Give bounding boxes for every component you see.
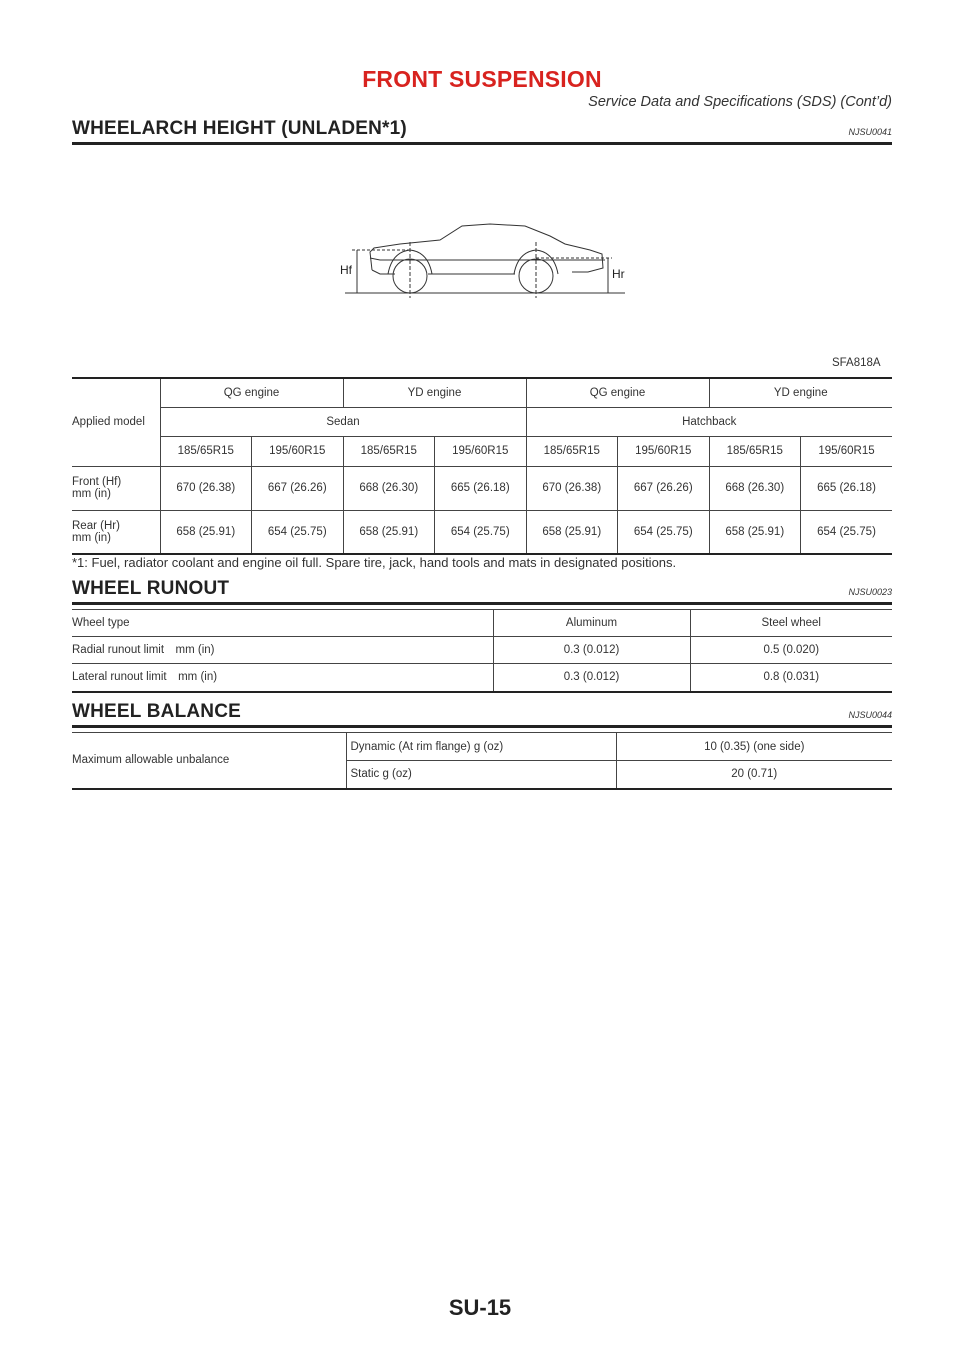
rear-height-label: Rear (Hr) mm (in) [72, 510, 160, 554]
front-height-cell: 667 (26.26) [252, 466, 344, 510]
table-row [72, 378, 892, 407]
runout-label: Wheel type [72, 610, 493, 637]
rear-height-cell: 658 (25.91) [160, 510, 252, 554]
tire-cell: 185/65R15 [343, 436, 435, 466]
body-cell: Hatchback [526, 407, 892, 436]
table-row [72, 610, 892, 637]
dynamic-label: Dynamic (At rim flange) g (oz) [346, 733, 616, 761]
table-row [72, 664, 892, 692]
static-value: 20 (0.71) [616, 761, 892, 789]
table-row [72, 466, 892, 510]
engine-cell: YD engine [343, 378, 526, 407]
section-balance-title: WHEEL BALANCE [72, 701, 242, 722]
tire-cell: 195/60R15 [252, 436, 344, 466]
page-header [72, 66, 892, 110]
rear-height-cell: 658 (25.91) [343, 510, 435, 554]
runout-label: Radial runout limit mm (in) [72, 637, 493, 664]
tire-cell: 185/65R15 [709, 436, 801, 466]
static-label: Static g (oz) [346, 761, 616, 789]
section-wheelarch-title: WHEELARCH HEIGHT (UNLADEN*1) [72, 118, 407, 139]
front-height-label: Front (Hf) mm (in) [72, 466, 160, 510]
runout-cell: 0.3 (0.012) [493, 637, 690, 664]
wheelarch-height-diagram [340, 222, 630, 300]
tire-cell: 195/60R15 [435, 436, 527, 466]
section-balance-header [72, 701, 892, 728]
rear-height-cell: 654 (25.75) [801, 510, 893, 554]
rear-height-cell: 658 (25.91) [709, 510, 801, 554]
front-height-cell: 670 (26.38) [160, 466, 252, 510]
hf-label: Hf [340, 263, 352, 277]
front-height-cell: 668 (26.30) [709, 466, 801, 510]
section-wheelarch-code: NJSU0041 [848, 127, 892, 137]
table-row [72, 436, 892, 466]
engine-cell: QG engine [526, 378, 709, 407]
front-height-cell: 667 (26.26) [618, 466, 710, 510]
car-body-outline [370, 224, 603, 272]
table-row [72, 637, 892, 664]
runout-cell: 0.5 (0.020) [690, 637, 892, 664]
runout-cell: Aluminum [493, 610, 690, 637]
header-title: FRONT SUSPENSION [362, 66, 602, 92]
section-balance-code: NJSU0044 [848, 710, 892, 720]
front-height-cell: 665 (26.18) [435, 466, 527, 510]
rear-height-cell: 654 (25.75) [618, 510, 710, 554]
unladen-footnote: *1: Fuel, radiator coolant and engine oil full. Spare tire, jack, hand tools and mats in designated positions. [72, 555, 677, 570]
car-bumper-line [372, 270, 395, 274]
header-subtitle: Service Data and Specifications (SDS) (Cont’d) [588, 94, 892, 110]
front-height-cell: 670 (26.38) [526, 466, 618, 510]
tire-cell: 185/65R15 [526, 436, 618, 466]
runout-label: Lateral runout limit mm (in) [72, 664, 493, 692]
tire-cell: 195/60R15 [618, 436, 710, 466]
rear-height-cell: 654 (25.75) [252, 510, 344, 554]
engine-cell: YD engine [709, 378, 892, 407]
runout-cell: 0.8 (0.031) [690, 664, 892, 692]
section-runout-title: WHEEL RUNOUT [72, 578, 230, 599]
tire-cell: 195/60R15 [801, 436, 893, 466]
balance-label: Maximum allowable unbalance [72, 733, 346, 789]
applied-model-label: Applied model [72, 378, 160, 466]
front-height-cell: 668 (26.30) [343, 466, 435, 510]
runout-cell: Steel wheel [690, 610, 892, 637]
tire-cell: 185/65R15 [160, 436, 252, 466]
front-height-cell: 665 (26.18) [801, 466, 893, 510]
dynamic-value: 10 (0.35) (one side) [616, 733, 892, 761]
engine-cell: QG engine [160, 378, 343, 407]
figure-caption: SFA818A [832, 357, 881, 369]
section-runout-header [72, 578, 892, 605]
page-number: SU-15 [448, 1295, 512, 1320]
rear-height-cell: 654 (25.75) [435, 510, 527, 554]
section-runout-code: NJSU0023 [848, 587, 892, 597]
balance-table [72, 732, 892, 790]
runout-cell: 0.3 (0.012) [493, 664, 690, 692]
runout-table [72, 609, 892, 693]
table-row [72, 733, 892, 761]
wheelarch-table [72, 377, 892, 555]
table-row [72, 510, 892, 554]
rear-height-cell: 658 (25.91) [526, 510, 618, 554]
hr-label: Hr [612, 267, 625, 281]
section-wheelarch-header [72, 118, 892, 145]
table-row [72, 407, 892, 436]
body-cell: Sedan [160, 407, 526, 436]
